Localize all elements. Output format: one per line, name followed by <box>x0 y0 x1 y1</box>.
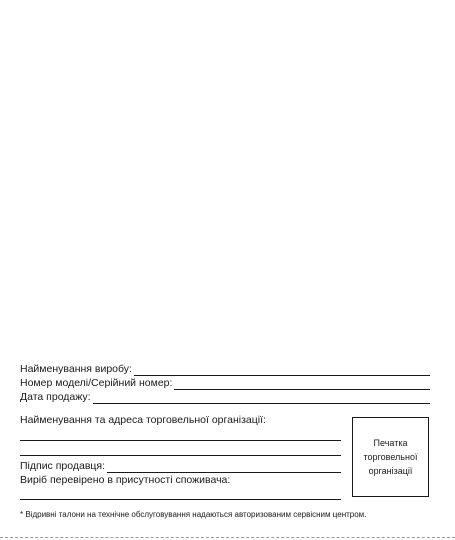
store-field-line-1[interactable] <box>20 440 341 441</box>
seller-signature-row <box>20 460 341 473</box>
store-field-line-2[interactable] <box>20 455 341 456</box>
model-serial-row <box>20 377 430 390</box>
sale-date-field-line[interactable] <box>93 393 430 404</box>
footnote: * Відривні талони на технічне обслуговування надаються авторизованим сервісним центром. <box>20 510 367 519</box>
stamp-line-3: організації <box>368 466 413 476</box>
product-name-row <box>20 363 430 376</box>
model-serial-label: Номер моделі/Серійний номер: <box>20 377 173 389</box>
consumer-signature-line[interactable] <box>20 499 341 500</box>
stamp-line-2: торговельної <box>363 452 418 462</box>
store-stamp-box <box>352 417 429 497</box>
product-name-field-line[interactable] <box>134 365 430 376</box>
checked-in-presence-label: Виріб перевірено в присутності споживача: <box>20 474 231 486</box>
sale-date-label: Дата продажу: <box>20 391 91 403</box>
store-name-address-label: Найменування та адреса торговельної організації: <box>20 414 266 426</box>
stamp-line-1: Печатка <box>373 438 408 448</box>
product-name-label: Найменування виробу: <box>20 363 132 375</box>
model-serial-field-line[interactable] <box>174 379 430 390</box>
cut-line <box>0 537 455 538</box>
sale-date-row <box>20 391 430 404</box>
seller-signature-field-line[interactable] <box>107 462 341 473</box>
seller-signature-label: Підпис продавця: <box>20 460 106 472</box>
